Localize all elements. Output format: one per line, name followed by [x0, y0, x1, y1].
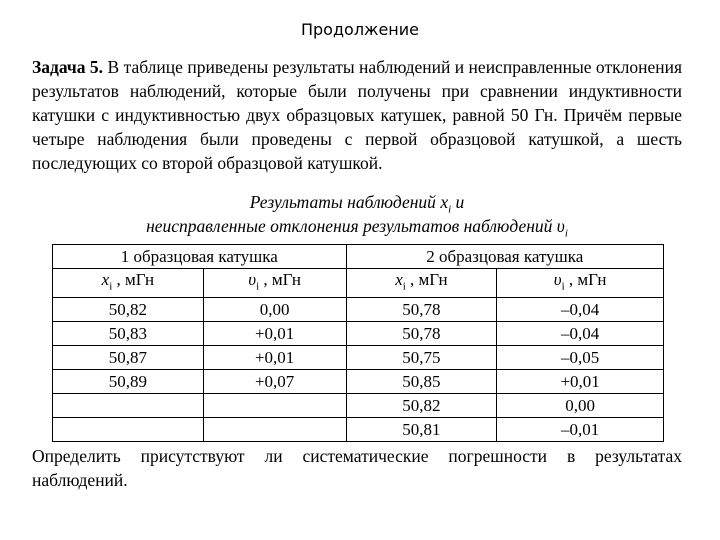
table-row: [53, 322, 664, 346]
table-caption-line-1: [32, 192, 682, 216]
caption-subscript: i: [448, 203, 452, 216]
table-cell: [53, 394, 204, 418]
table-cell: –0,05: [497, 346, 664, 370]
table-cell: –0,04: [497, 298, 664, 322]
observations-table: [52, 244, 664, 442]
table-cell: 50,81: [346, 418, 497, 442]
table-cell: +0,01: [203, 322, 346, 346]
table-row: [53, 346, 664, 370]
table-cell: 0,00: [497, 394, 664, 418]
column-header-v: $\upsilon_i$ , мГн: [497, 269, 664, 298]
table-group-header-row: [53, 245, 664, 269]
question-text: Определить присутствуют ли систематические погрешности в результатах наблюдений.: [32, 446, 682, 490]
table-cell: –0,01: [497, 418, 664, 442]
table-cell: 50,78: [346, 322, 497, 346]
caption-text: неисправленные отклонения результатов наблюдений: [146, 216, 557, 236]
caption-subscript: i: [564, 227, 568, 240]
table-row: [53, 394, 664, 418]
caption-variable: x: [440, 192, 449, 212]
column-header-v: $\upsilon_i$ , мГн: [203, 269, 346, 298]
table-row: [53, 370, 664, 394]
table-row: [53, 298, 664, 322]
caption-text: Результаты наблюдений: [249, 192, 441, 212]
problem-label: Задача 5.: [32, 57, 104, 77]
table-cell: 50,82: [53, 298, 204, 322]
table-cell: [203, 418, 346, 442]
table-cell: 50,87: [53, 346, 204, 370]
table-cell: 0,00: [203, 298, 346, 322]
table-row: [53, 418, 664, 442]
problem-text: В таблице приведены результаты наблюдений и неисправленные отклонения результатов наблюдений, которые были получены при сравнении индуктивности катушки с индуктивностью двух образцовых катушек, равной 50 Гн. Причём первые четыре наблюдения были проведены с первой образцовой катушкой, а шесть последующих со второй образцовой катушкой.: [32, 57, 682, 173]
table-cell: 50,78: [346, 298, 497, 322]
table-cell: [53, 418, 204, 442]
table-cell: [203, 394, 346, 418]
column-header-x: $x_i$ , мГн: [346, 269, 497, 298]
table-cell: +0,01: [203, 346, 346, 370]
caption-conjunction: и: [451, 192, 465, 212]
table-column-header-row: [53, 269, 664, 298]
group-header-reference-coil-2: 2 образцовая катушка: [346, 245, 663, 269]
table-cell: +0,07: [203, 370, 346, 394]
page-title: Продолжение: [300, 20, 419, 39]
table-caption-line-2: [32, 216, 682, 240]
table-cell: 50,75: [346, 346, 497, 370]
table-cell: 50,83: [53, 322, 204, 346]
table-cell: 50,82: [346, 394, 497, 418]
caption-variable: υ: [556, 216, 565, 236]
table-cell: –0,04: [497, 322, 664, 346]
column-header-x: $x_i$ , мГн: [53, 269, 204, 298]
table-cell: +0,01: [497, 370, 664, 394]
table-cell: 50,89: [53, 370, 204, 394]
problem-statement: [32, 55, 682, 175]
group-header-reference-coil-1: 1 образцовая катушка: [53, 245, 347, 269]
table-cell: 50,85: [346, 370, 497, 394]
